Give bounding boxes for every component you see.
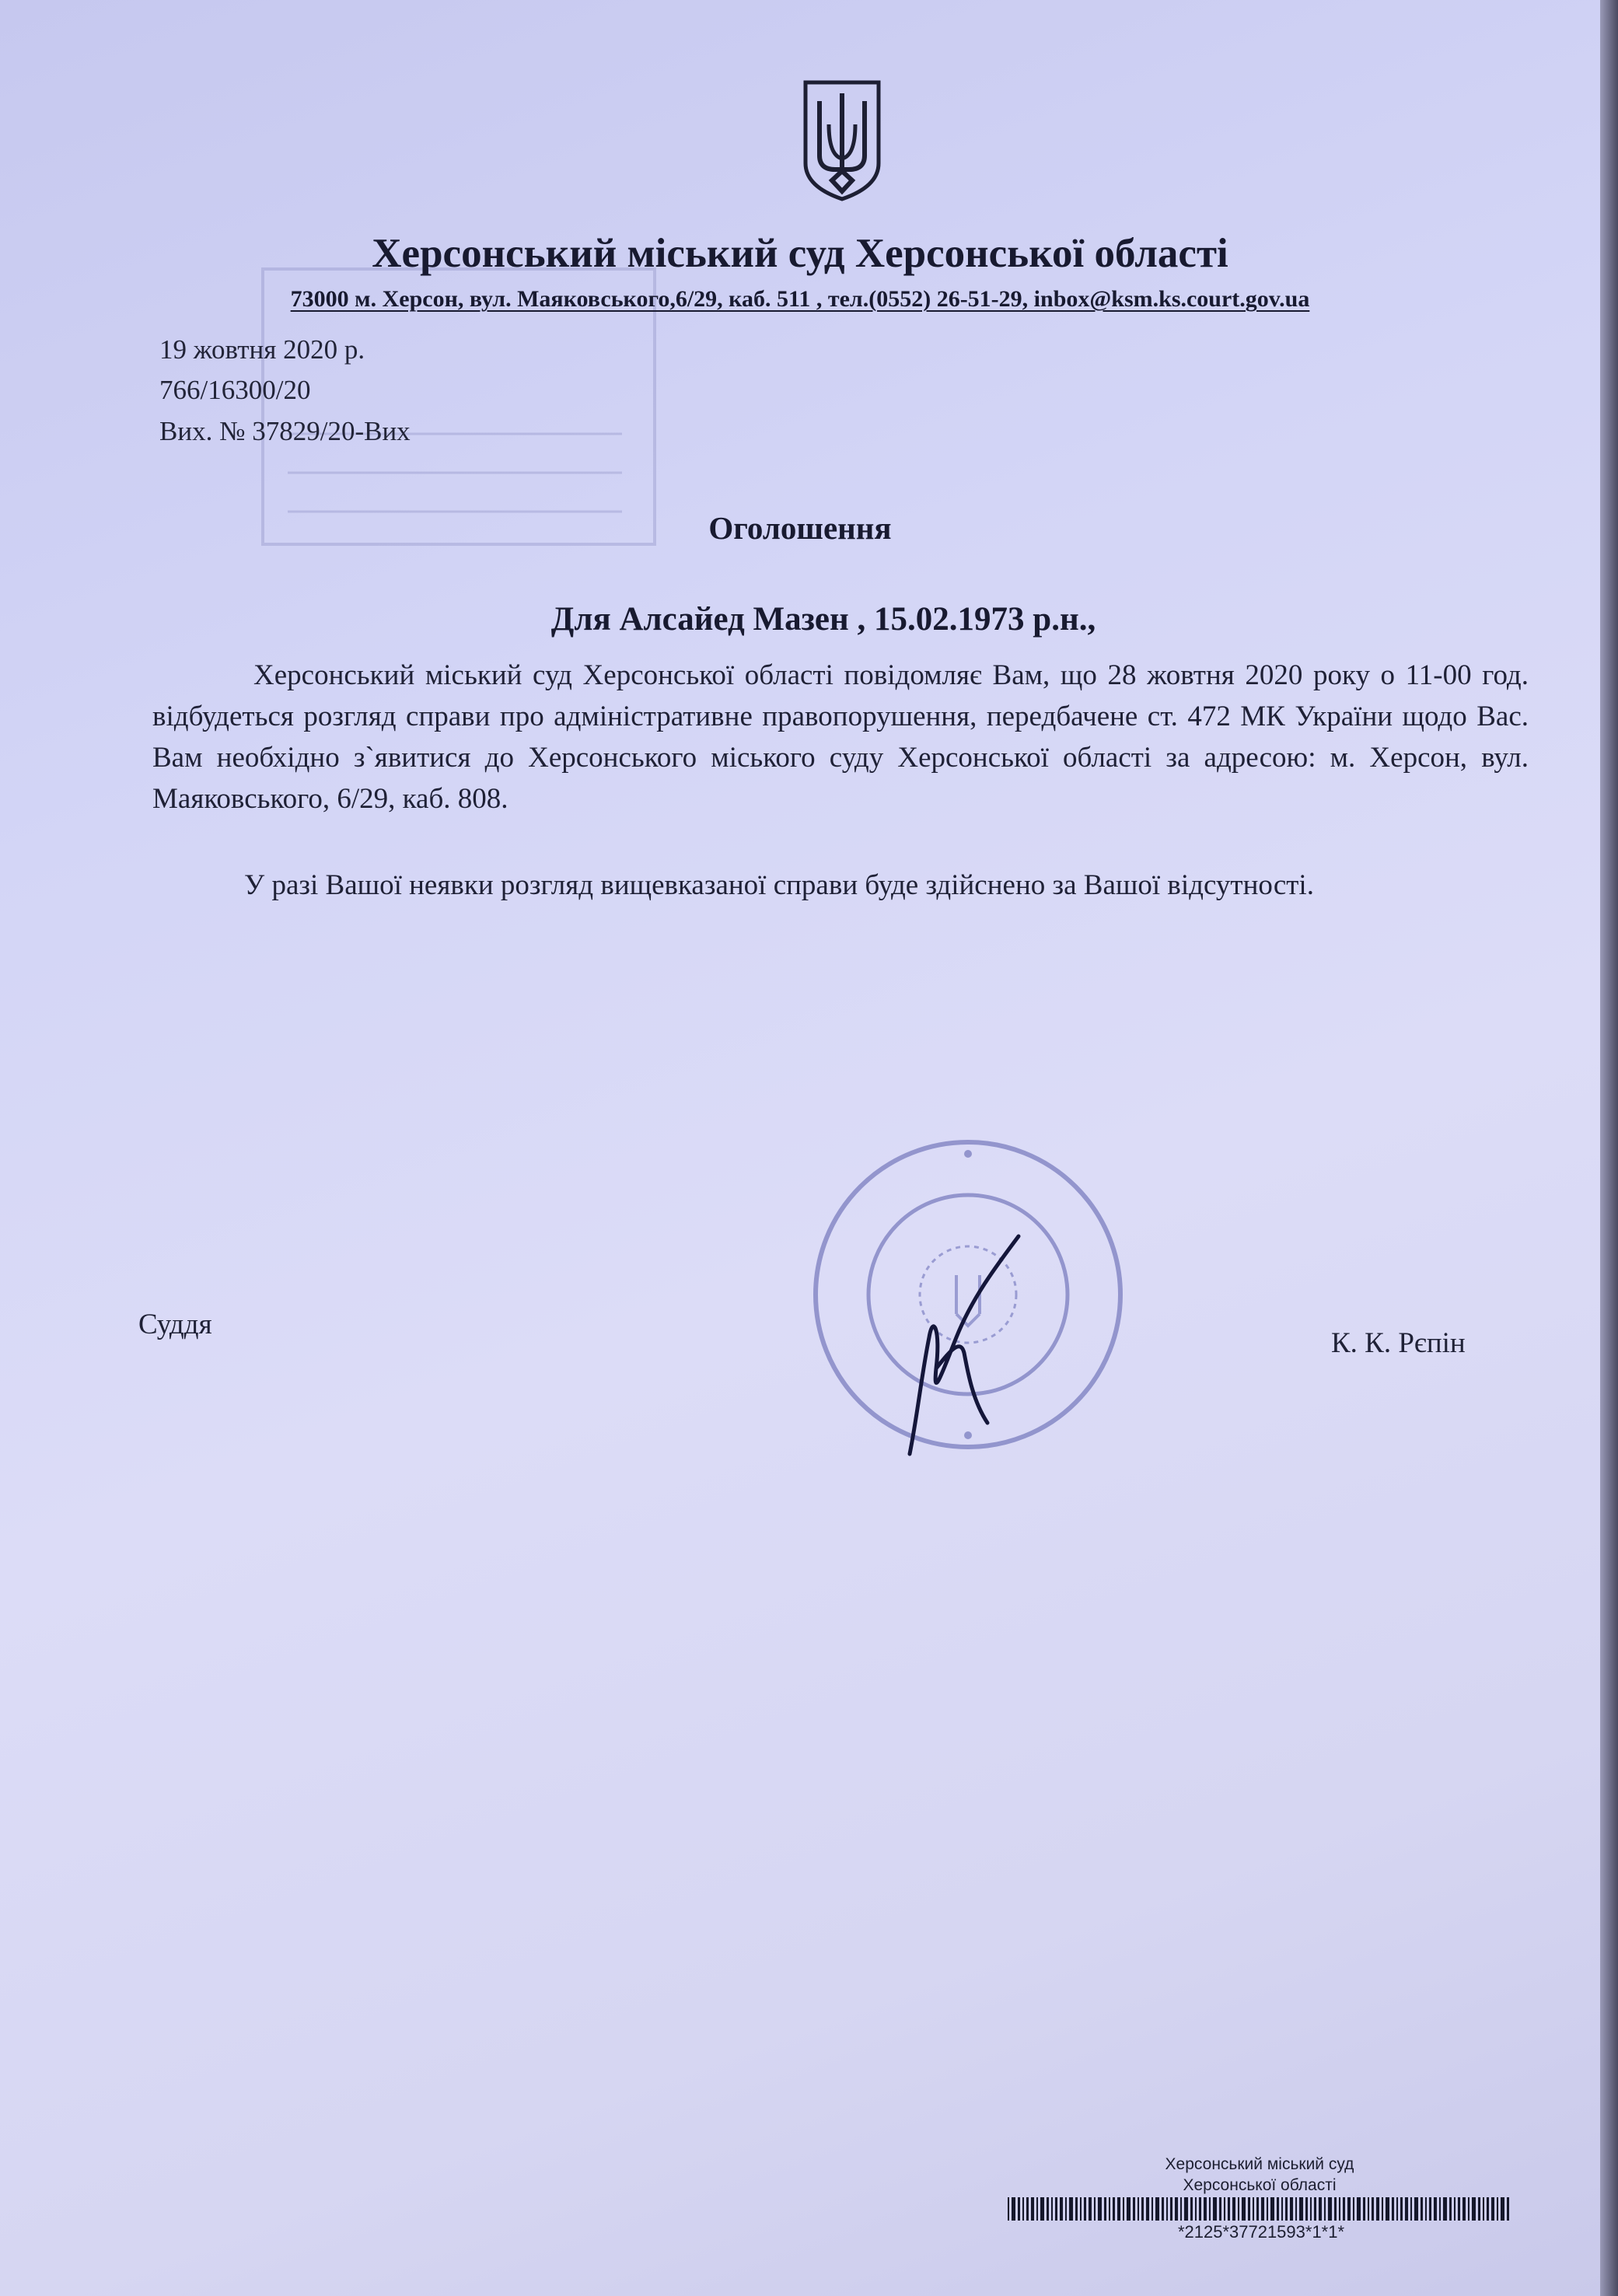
document-date: 19 жовтня 2020 р.	[159, 334, 365, 365]
court-address-line	[0, 286, 1600, 313]
document-heading: Оголошення	[708, 510, 892, 546]
judge-name: К. К. Рєпін	[1331, 1327, 1466, 1359]
registration-stamp	[1112, 2154, 1407, 2196]
registration-stamp-line2: Херсонської області	[1183, 2176, 1337, 2194]
signer-role: Суддя	[138, 1309, 212, 1340]
handwritten-signature	[886, 1221, 1042, 1470]
court-address-text: 73000 м. Херсон, вул. Маяковського,6/29, каб. 511 , тел.(0552) 26-51-29, inbox@ksm.ks.court.gov.ua	[290, 286, 1310, 312]
case-number: 766/16300/20	[159, 375, 311, 405]
addressee-line: Для Алсайед Мазен , 15.02.1973 р.н.,	[550, 601, 1096, 638]
notice-paragraph: Херсонський міський суд Херсонської області повідомляє Вам, що 28 жовтня 2020 року о 11-00 год. відбудеться розгляд справи про адміністративне правопорушення, передбачене ст. 472 МК України щодо Вас. Вам необхідно з`явитися до Херсонського міського суду Херсонської області за адресою: м. Херсон, вул. Маяковського, 6/29, каб. 808.	[152, 659, 1529, 815]
barcode-code: *2125*37721593*1*1*	[1177, 2222, 1345, 2242]
registration-stamp-line1: Херсонський міський суд	[1165, 2155, 1354, 2173]
page-edge-shadow	[1600, 0, 1618, 2296]
outgoing-number: Вих. № 37829/20-Вих	[159, 416, 411, 446]
barcode	[1008, 2197, 1515, 2221]
warning-paragraph: У разі Вашої неявки розгляд вищевказаної справи буде здійснено за Вашої відсутності.	[244, 869, 1314, 901]
trident-emblem-icon	[801, 78, 883, 202]
court-name-title: Херсонський міський суд Херсонської області	[372, 231, 1228, 276]
